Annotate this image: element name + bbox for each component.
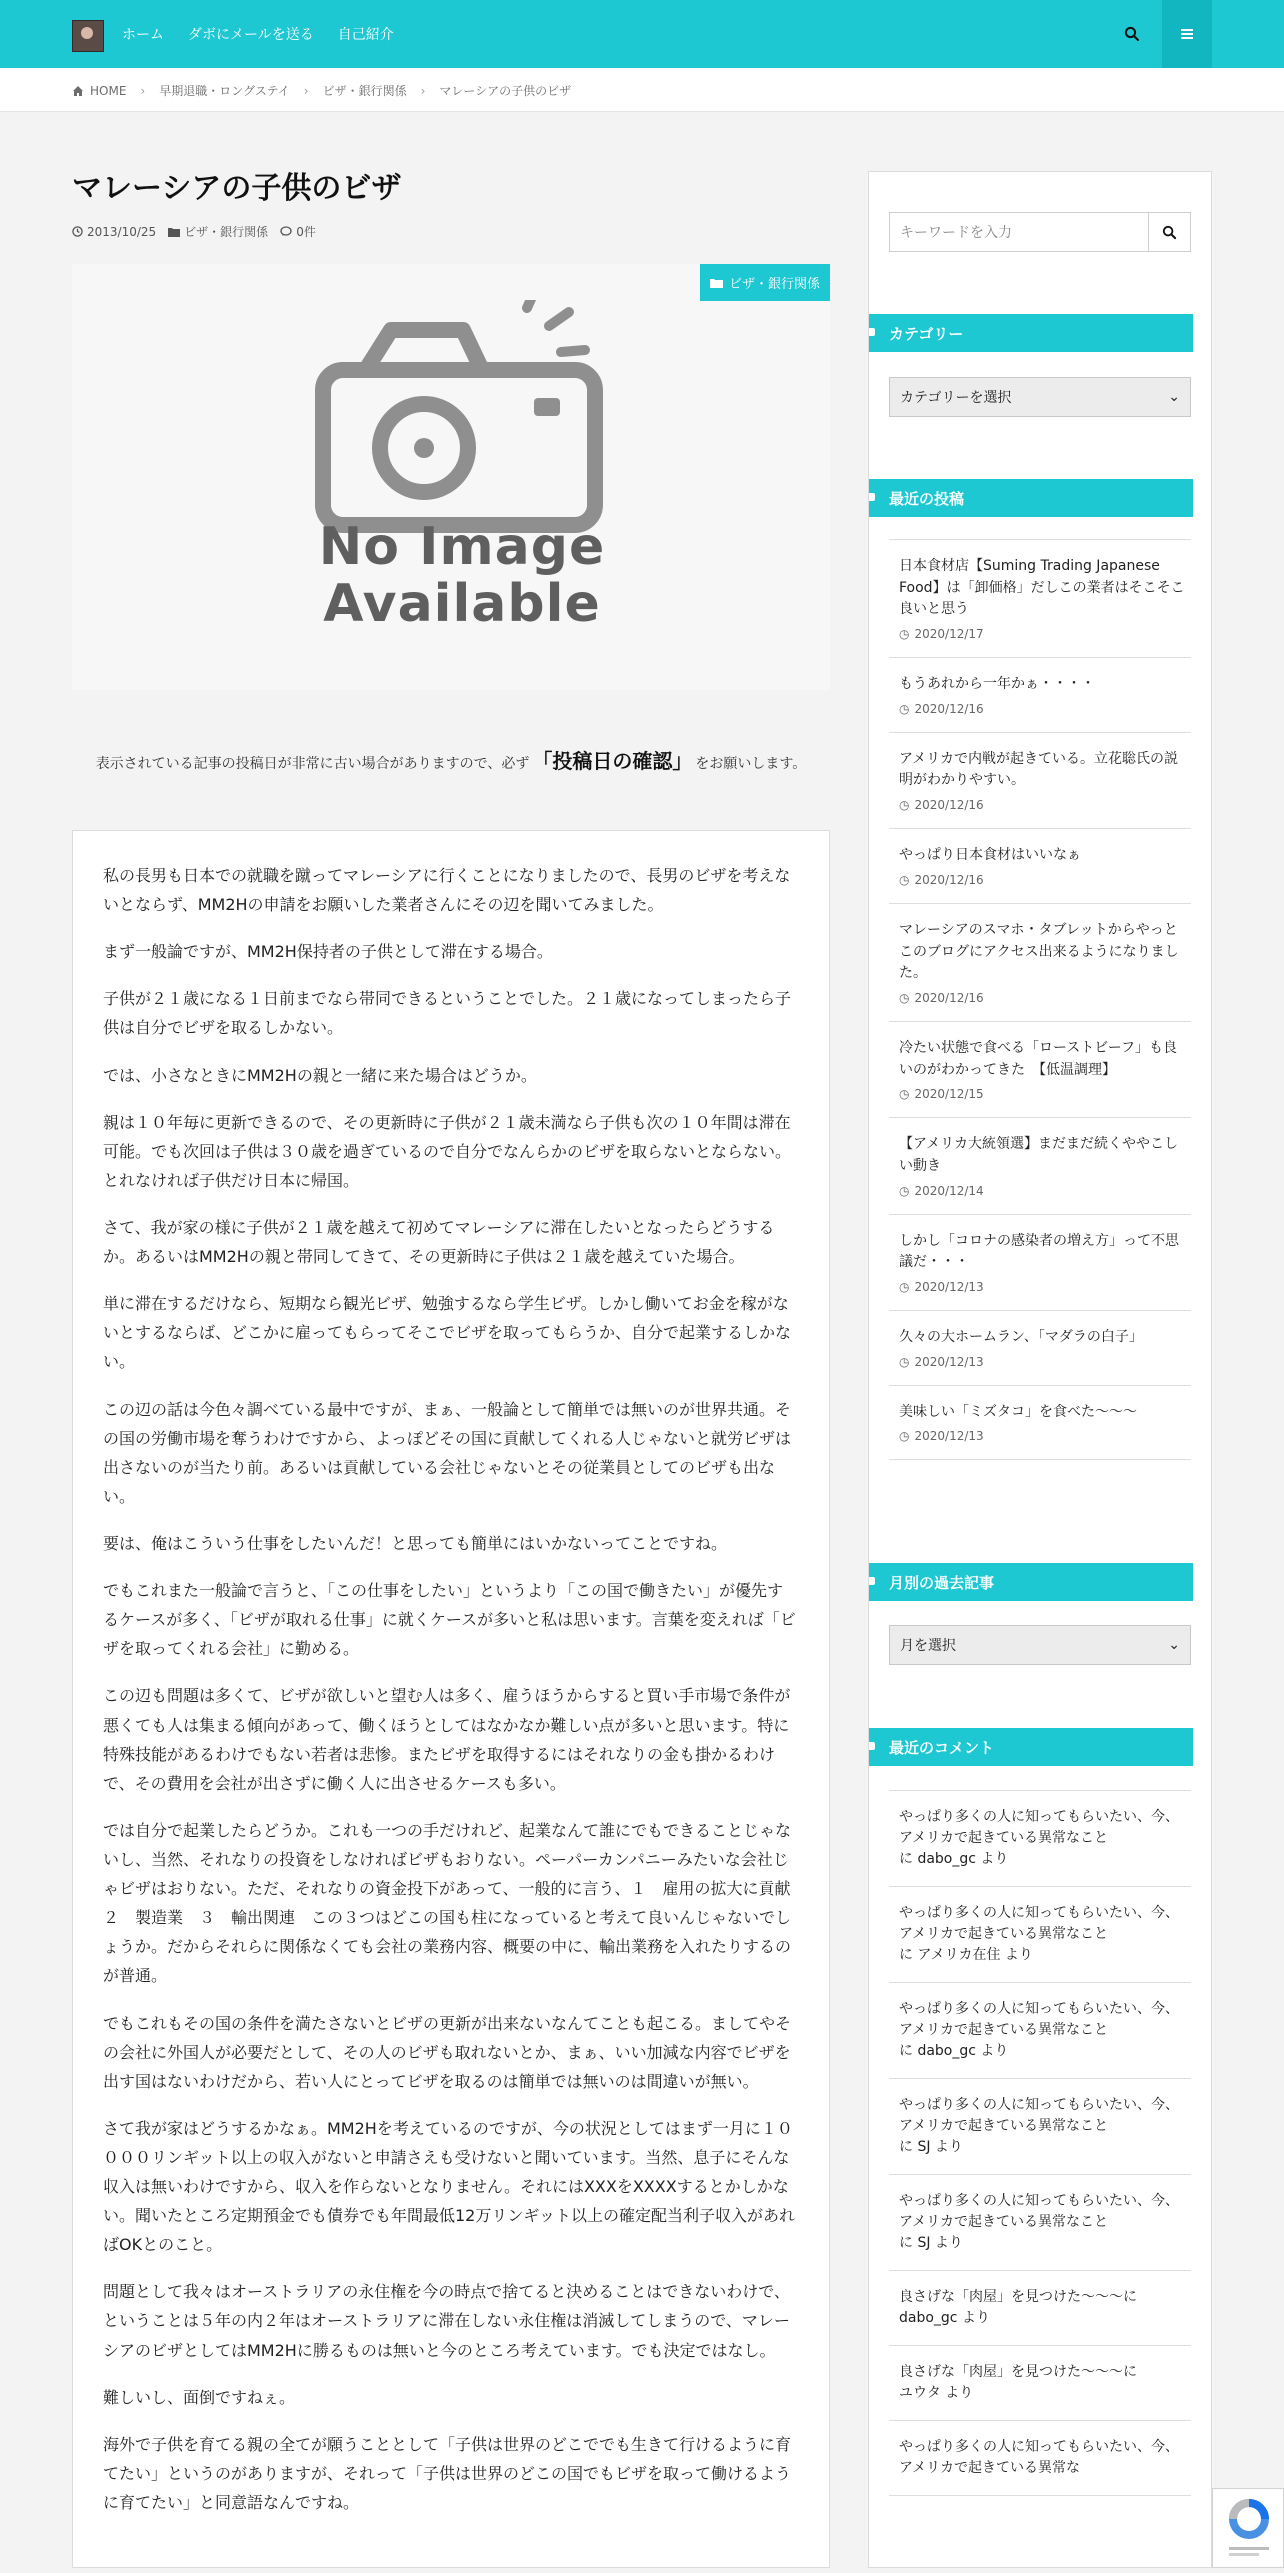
recent-post-title: もうあれから一年かぁ・・・・ bbox=[899, 676, 1095, 693]
recent-post-date bbox=[899, 991, 1191, 1005]
recent-post-item[interactable] bbox=[889, 1311, 1191, 1386]
recaptcha-badge[interactable] bbox=[1212, 2488, 1284, 2568]
post-category[interactable] bbox=[168, 223, 268, 240]
article-paragraph: 親は１０年毎に更新できるので、その更新時に子供が２１歳未満なら子供も次の１０年間は滞在可能。でも次回は子供は３０歳を過ぎているので自分でなんらかのビザを取らないとならない。とれなければ子供だけ日本に帰国。 bbox=[103, 1112, 792, 1190]
article-paragraph: でもこれまた一般論で言うと、「この仕事をしたい」というより「この国で働きたい」が優先するケースが多く、「ビザが取れる仕事」に就くケースが多いと私は思います。言葉を変えれば「ビザを取ってくれる会社」に勤める。 bbox=[103, 1581, 796, 1659]
clock-icon: ◷ bbox=[899, 872, 910, 887]
recent-comment-title: やっぱり多くの人に知ってもらいたい、今、アメリカで起きている異常なこと bbox=[899, 1809, 1179, 1846]
recent-comment-item[interactable] bbox=[889, 2271, 1191, 2346]
recent-post-date bbox=[899, 1355, 1191, 1369]
category-widget-title: カテゴリー bbox=[869, 314, 1193, 352]
sidebar-search-input[interactable] bbox=[890, 213, 1111, 251]
recent-comment-author: dabo_gc より bbox=[899, 2310, 990, 2326]
recent-post-title: 冷たい状態で食べる「ローストビーフ」も良いのがわかってきた 【低温調理】 bbox=[899, 1039, 1178, 1078]
article-body bbox=[103, 861, 807, 2535]
breadcrumb-current: マレーシアの子供のビザ bbox=[439, 84, 572, 98]
no-image-text bbox=[282, 519, 642, 633]
article-card bbox=[72, 830, 830, 2568]
clock-icon: ◷ bbox=[899, 1183, 910, 1198]
recent-post-item[interactable] bbox=[889, 1215, 1191, 1311]
comments-widget-title: 最近のコメント bbox=[869, 1728, 1193, 1766]
no-image-line-1: No Image bbox=[318, 517, 606, 577]
recent-comment-title: やっぱり多くの人に知ってもらいたい、今、アメリカで起きている異常なこと bbox=[899, 2001, 1179, 2038]
recent-post-date bbox=[899, 873, 1191, 887]
breadcrumb-item[interactable]: 早期退職・ロングステイ bbox=[159, 84, 290, 98]
category-tag[interactable] bbox=[700, 264, 830, 301]
recent-comment-author: に アメリカ在住 より bbox=[899, 1947, 1033, 1963]
recent-post-title: しかし「コロナの感染者の増え方」って不思議だ・・・ bbox=[899, 1232, 1179, 1271]
article-paragraph: 私の長男も日本での就職を蹴ってマレーシアに行くことになりましたので、長男のビザを考えないとならず、MM2Hの申請をお願いした業者さんにその辺を聞いてみました。 bbox=[103, 866, 791, 915]
recent-post-date bbox=[899, 1429, 1191, 1443]
sidebar bbox=[868, 171, 1212, 2568]
folder-icon bbox=[168, 227, 180, 237]
recent-post-title: 日本食材店【Suming Trading Japanese Food】は「卸価格」だしこの業者はそこそこ良いと思う bbox=[899, 558, 1185, 618]
breadcrumb-separator: › bbox=[303, 83, 309, 98]
recent-post-title: 美味しい「ミズタコ」を食べた～～～ bbox=[899, 1403, 1137, 1420]
article-paragraph: この辺の話は今色々調べている最中ですが、まぁ、一般論として簡単では無いのが世界共通。その国の労働市場を奪うわけですから、よっぽどその国に貢献してくれる人じゃないと就労ビザは出さないのが当たり前。あるいは貢献している会社じゃないとその従業員としてのビザも出ない。 bbox=[103, 1399, 792, 1506]
recent-post-date-text: 2020/12/13 bbox=[914, 1429, 984, 1444]
recent-post-item[interactable] bbox=[889, 1118, 1191, 1214]
sidebar-search bbox=[889, 212, 1191, 252]
notice-after: をお願いします。 bbox=[695, 756, 807, 772]
archive-select[interactable] bbox=[889, 1625, 1191, 1665]
recent-post-date bbox=[899, 702, 1191, 716]
recent-comment-title: やっぱり多くの人に知ってもらいたい、今、アメリカで起きている異常なこと bbox=[899, 1905, 1179, 1942]
clock-icon: ◷ bbox=[899, 1429, 910, 1444]
notice-text bbox=[72, 745, 830, 774]
breadcrumb-separator: › bbox=[140, 83, 146, 98]
article-paragraph: まず一般論ですが、MM2H保持者の子供として滞在する場合。 bbox=[103, 942, 553, 962]
recent-comment-author: に dabo_gc より bbox=[899, 2043, 1009, 2059]
category-tag-label: ビザ・銀行関係 bbox=[728, 277, 820, 292]
recent-comment-item[interactable] bbox=[889, 2346, 1191, 2421]
archive-select-value: 月を選択 bbox=[900, 1638, 956, 1654]
post-comments[interactable] bbox=[280, 223, 316, 240]
nav-email-link[interactable]: ダボにメールを送る bbox=[188, 27, 314, 43]
menu-button[interactable] bbox=[1162, 0, 1212, 68]
clock-icon bbox=[72, 226, 83, 237]
featured-image bbox=[72, 264, 830, 690]
breadcrumb-item[interactable]: ビザ・銀行関係 bbox=[322, 84, 407, 98]
clock-icon: ◷ bbox=[899, 990, 910, 1005]
post-meta bbox=[72, 223, 830, 240]
recent-comment-title: やっぱり多くの人に知ってもらいたい、今、アメリカで起きている異常なこと bbox=[899, 2193, 1179, 2230]
post-date-text: 2013/10/25 bbox=[87, 224, 157, 239]
search-icon bbox=[1124, 26, 1140, 42]
chevron-down-icon: ⌄ bbox=[1168, 1637, 1180, 1653]
recent-post-title: やっぱり日本食材はいいなぁ bbox=[899, 847, 1081, 864]
recent-post-title: アメリカで内戦が起きている。立花聡氏の説明がわかりやすい。 bbox=[899, 750, 1179, 789]
recent-comment-item[interactable] bbox=[889, 1983, 1191, 2079]
page-title: マレーシアの子供のビザ bbox=[72, 171, 402, 206]
article-paragraph: 問題として我々はオーストラリアの永住権を今の時点で捨てると決めることはできないわけで、ということは５年の内２年はオーストラリアに滞在しない永住権は消滅してしまうので、マレーシアのビザとしてはMM2Hに勝るものは無いと今のところ考えています。でも決定ではなし。 bbox=[103, 2282, 790, 2360]
notice-before: 表示されている記事の投稿日が非常に古い場合がありますので、必ず bbox=[95, 756, 530, 772]
post-date bbox=[72, 225, 156, 239]
recent-post-date-text: 2020/12/14 bbox=[914, 1183, 984, 1198]
recent-post-item[interactable] bbox=[889, 904, 1191, 1022]
header-search-button[interactable] bbox=[1110, 0, 1154, 68]
recent-post-item[interactable] bbox=[889, 658, 1191, 733]
recent-post-date bbox=[899, 627, 1191, 641]
recent-comment-title: 良さげな「肉屋」を見つけた～～～に bbox=[899, 2364, 1137, 2380]
recent-post-date-text: 2020/12/17 bbox=[914, 627, 984, 642]
archive-widget-title: 月別の過去記事 bbox=[869, 1563, 1193, 1601]
recent-post-date-text: 2020/12/13 bbox=[914, 1354, 984, 1369]
recent-post-item[interactable] bbox=[889, 829, 1191, 904]
folder-icon bbox=[710, 278, 723, 288]
article-paragraph: では、小さなときにMM2Hの親と一緒に来た場合はどうか。 bbox=[103, 1065, 537, 1085]
recent-post-item[interactable] bbox=[889, 1022, 1191, 1118]
article-paragraph: さて、我が家の様に子供が２１歳を越えて初めてマレーシアに滞在したいとなったらどうするか。あるいはMM2Hの親と帯同してきて、その更新時に子供は２１歳を越えていた場合。 bbox=[103, 1217, 775, 1267]
recent-comment-item[interactable] bbox=[889, 1790, 1191, 1887]
recent-post-item[interactable] bbox=[889, 539, 1191, 658]
article-paragraph: では自分で起業したらどうか。これも一つの手だけれど、起業なんて誰にでもできることじゃないし、当然、それなりの投資をしなければビザもおりない。ペーパーカンパニーみたいな会社じゃビザはおりない。ただ、それなりの資金投下があって、一般的に言う、１ 雇用の拡大に貢献 ２ 製造業 ３ 輸出関連 この３つはどこの国も柱になっていると考えて良いんじゃないでしょうか。だからそれらに関係なくても会社の業務内容、概要の中に、輸出業務を入れたりするのが普通。 bbox=[103, 1820, 807, 1986]
search-icon bbox=[1162, 225, 1177, 240]
recaptcha-icon bbox=[1213, 2489, 1284, 2569]
recent-post-date-text: 2020/12/13 bbox=[914, 1280, 984, 1294]
article-paragraph: 子供が２１歳になる１日前までなら帯同できるということでした。２１歳になってしまったら子供は自分でビザを取るしかない。 bbox=[103, 989, 792, 1038]
article-paragraph: 要は、俺はこういう仕事をしたいんだ！と思っても簡単にはいかないってことですね。 bbox=[103, 1533, 728, 1553]
recent-post-date bbox=[899, 1280, 1191, 1294]
recent-comment-item[interactable] bbox=[889, 2079, 1191, 2175]
breadcrumb bbox=[72, 82, 571, 99]
comment-icon bbox=[280, 226, 292, 237]
recent-post-item[interactable] bbox=[889, 733, 1191, 829]
no-image-line-2: Available bbox=[323, 574, 601, 635]
recent-comment-title: やっぱり多くの人に知ってもらいたい、今、アメリカで起きている異常な bbox=[899, 2439, 1179, 2476]
recent-post-date-text: 2020/12/16 bbox=[914, 872, 984, 887]
recent-comment-author: ユウタ より bbox=[899, 2385, 974, 2401]
recent-comment-list bbox=[889, 1790, 1191, 2496]
recent-post-date-text: 2020/12/16 bbox=[914, 990, 984, 1005]
nav-home-link[interactable]: ホーム bbox=[122, 27, 164, 43]
article-paragraph: でもこれもその国の条件を満たさないとビザの更新が出来ないなんてことも起こる。ましてやその会社に外国人が必要だとして、その人のビザも取れないとか、まぁ、いい加減な内容でビザを出す国はないわけだから、若い人にとってビザを取るのは簡単では無いのは間違いが無い。 bbox=[103, 2013, 792, 2091]
breadcrumb-bar bbox=[0, 68, 1284, 112]
recent-post-title: 【アメリカ大統領選】まだまだ続くややこしい動き bbox=[899, 1136, 1179, 1174]
clock-icon: ◷ bbox=[899, 1280, 910, 1294]
post-category-text: ビザ・銀行関係 bbox=[184, 225, 269, 239]
article-paragraph: 難しいし、面倒ですねぇ。 bbox=[103, 2387, 296, 2407]
sidebar-search-button[interactable] bbox=[1148, 213, 1190, 251]
recent-post-date-text: 2020/12/15 bbox=[914, 1087, 984, 1102]
article-paragraph: さて我が家はどうするかなぁ。MM2Hを考えているのですが、今の状況としてはまず一月に１００００リンギット以上の収入がないと申請さえも受けないと聞いています。当然、息子にそんな収入は無いわけですから、収入を作らないとなりません。それにはXXXをXXXXするとかしかない。聞いたところ定期預金でも債券でも年間最低12万リンギット以上の確定配当利子収入があればOKとのこと。 bbox=[103, 2118, 796, 2255]
camera-placeholder-icon bbox=[299, 300, 619, 535]
recent-post-date bbox=[899, 1184, 1191, 1198]
recent-post-date-text: 2020/12/16 bbox=[914, 798, 984, 813]
nav-profile-link[interactable]: 自己紹介 bbox=[337, 27, 394, 43]
category-select[interactable] bbox=[889, 377, 1191, 417]
recent-post-date bbox=[899, 1087, 1191, 1101]
breadcrumb-separator: › bbox=[420, 83, 426, 98]
recent-comment-author: に dabo_gc より bbox=[899, 1851, 1009, 1867]
clock-icon: ◷ bbox=[899, 798, 910, 813]
recent-comment-title: やっぱり多くの人に知ってもらいたい、今、アメリカで起きている異常なこと bbox=[899, 2097, 1179, 2134]
breadcrumb-home[interactable] bbox=[72, 84, 126, 98]
recent-comment-title: 良さげな「肉屋」を見つけた～～～に bbox=[899, 2289, 1137, 2305]
home-icon bbox=[72, 85, 84, 97]
post-comments-text: 0件 bbox=[296, 225, 316, 239]
recent-post-item[interactable] bbox=[889, 1386, 1191, 1461]
recent-post-title: マレーシアのスマホ・タブレットからやっとこのブログにアクセス出来るようになりました。 bbox=[899, 921, 1179, 982]
site-logo[interactable] bbox=[72, 20, 104, 52]
clock-icon: ◷ bbox=[899, 1087, 910, 1102]
article-paragraph: 単に滞在するだけなら、短期なら観光ビザ、勉強するなら学生ビザ。しかし働いてお金を稼がないとするならば、どこかに雇ってもらってそこでビザを取ってもらうか、自分で起業するしかない。 bbox=[103, 1294, 792, 1372]
recent-post-date-text: 2020/12/16 bbox=[914, 701, 984, 716]
recent-comment-author: に SJ より bbox=[899, 2139, 963, 2155]
clock-icon: ◷ bbox=[899, 627, 910, 642]
breadcrumb-home-label: HOME bbox=[90, 83, 127, 98]
recent-comment-item[interactable] bbox=[889, 2175, 1191, 2271]
article-paragraph: この辺も問題は多くて、ビザが欲しいと望む人は多く、雇うほうからすると買い手市場で条件が悪くても人は集まる傾向があって、働くほうとしてはなかなか難しい点が多いと思います。特に特殊技能があるわけでもない若者は悲惨。またビザを取得するにはそれなりの金も掛かるわけで、その費用を会社が出さずに働く人に出させるケースも多い。 bbox=[103, 1686, 791, 1793]
hamburger-icon bbox=[1179, 27, 1195, 41]
recent-comment-item[interactable] bbox=[889, 2421, 1191, 2496]
article-paragraph: 海外で子供を育てる親の全てが願うこととして「子供は世界のどこででも生きて行けるように育てたい」というのがありますが、それって「子供は世界のどこの国でもビザを取って働けるように育てたい」と同意語なんですね。 bbox=[103, 2434, 792, 2513]
top-navigation-bar bbox=[0, 0, 1284, 68]
article-header bbox=[72, 171, 830, 240]
main-nav bbox=[122, 0, 394, 68]
recent-post-list bbox=[889, 539, 1191, 1460]
clock-icon: ◷ bbox=[899, 1354, 910, 1369]
recent-post-date bbox=[899, 798, 1191, 812]
recent-widget-title: 最近の投稿 bbox=[869, 479, 1193, 517]
category-select-value: カテゴリーを選択 bbox=[900, 390, 1012, 406]
recent-comment-item[interactable] bbox=[889, 1887, 1191, 1983]
recent-comment-author: に SJ より bbox=[899, 2235, 963, 2251]
clock-icon: ◷ bbox=[899, 701, 910, 716]
recent-post-title: 久々の大ホームラン、「マダラの白子」 bbox=[899, 1329, 1143, 1345]
chevron-down-icon: ⌄ bbox=[1168, 389, 1180, 405]
notice-emphasis: 「投稿日の確認」 bbox=[532, 749, 693, 773]
